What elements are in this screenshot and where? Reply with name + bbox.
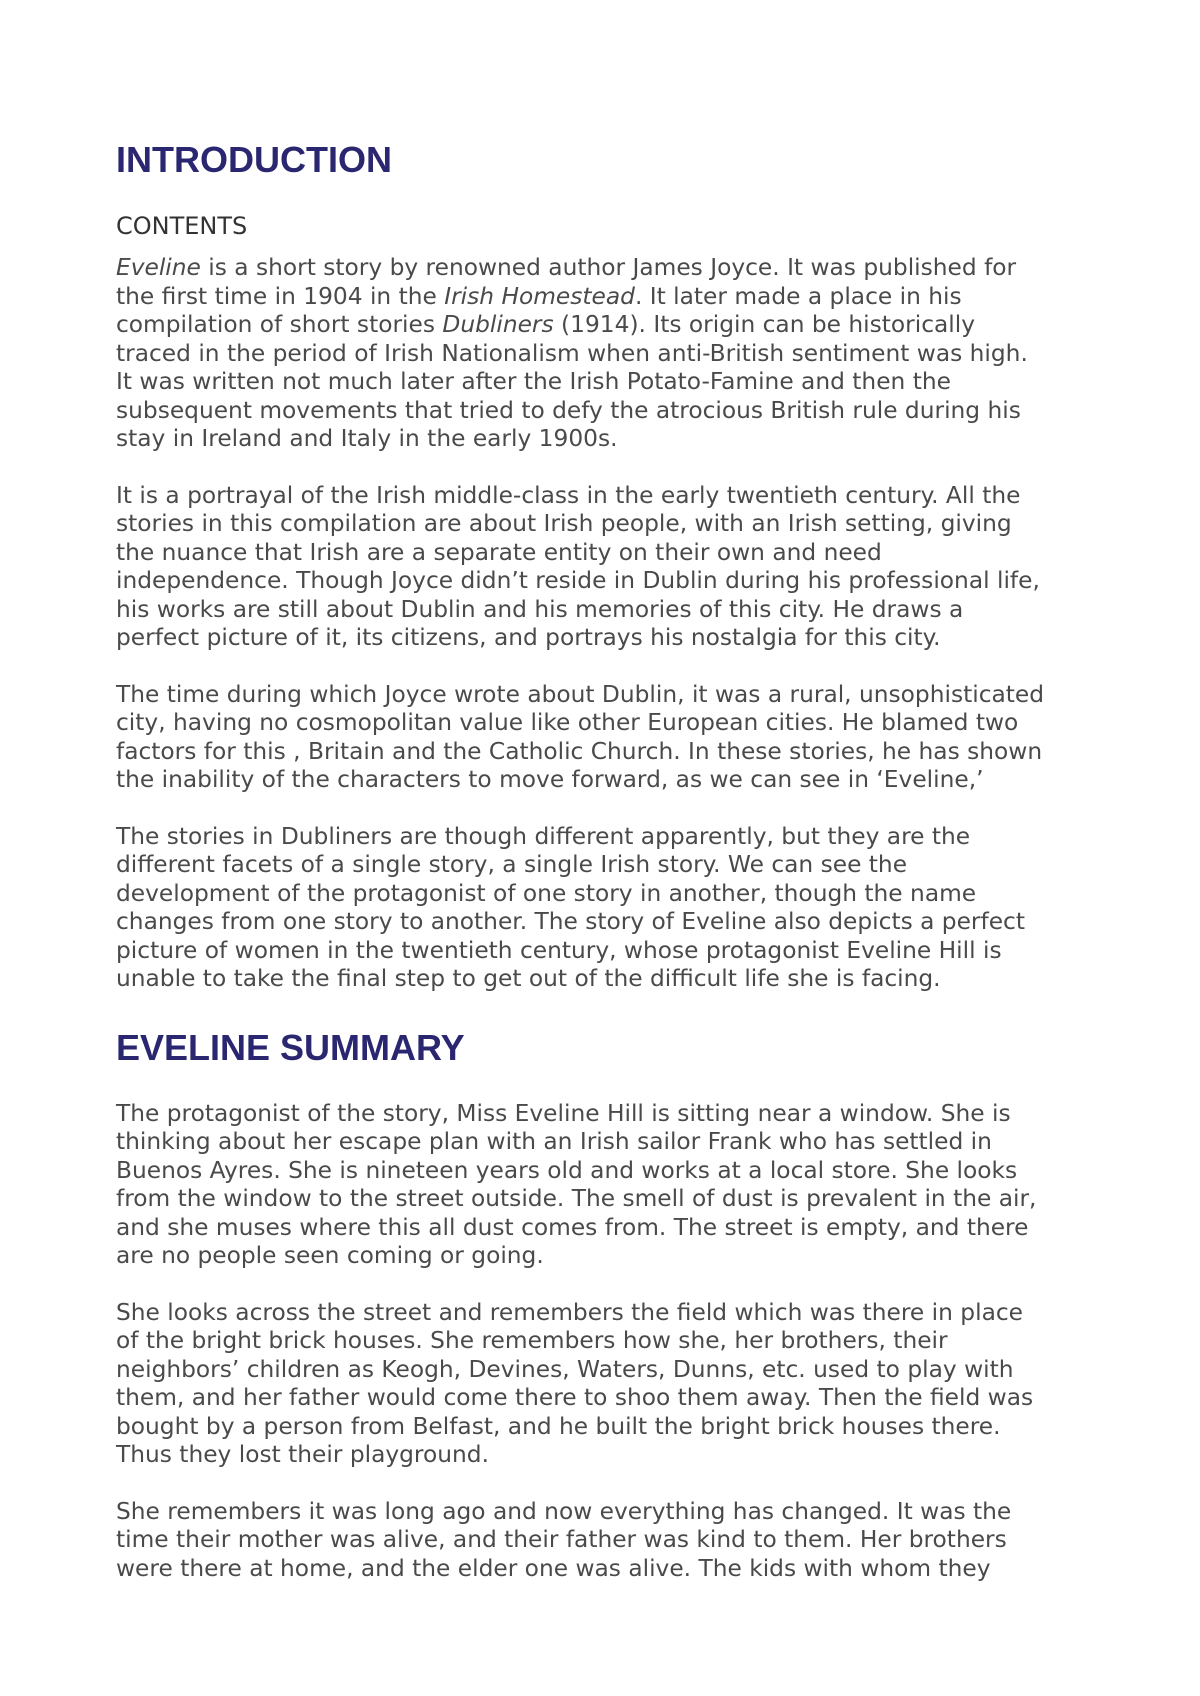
text-line xyxy=(116,311,1116,340)
text-line: development of the protagonist of one story in another, though the name xyxy=(116,879,977,907)
story-title-italic: Eveline xyxy=(116,254,201,281)
text-line: different facets of a single story, a single Irish story. We can see the xyxy=(116,851,908,878)
text-fragment: . It later made a place in his xyxy=(634,282,962,310)
text-line: stories in this compilation are about Irish people, with an Irish setting, giving xyxy=(116,510,1012,537)
intro-paragraph-3 xyxy=(116,681,1116,795)
text-line: Buenos Ayres. She is nineteen years old and works at a local store. She looks xyxy=(116,1156,1018,1184)
text-line: It was written not much later after the Irish Potato-Famine and then the xyxy=(116,368,951,395)
text-line: city, having no cosmopolitan value like other European cities. He blamed two xyxy=(116,709,1019,736)
text-line: from the window to the street outside. The smell of dust is prevalent in the air, xyxy=(116,1185,1037,1212)
text-line: bought by a person from Belfast, and he built the bright brick houses there. xyxy=(116,1412,1001,1440)
text-line: She remembers it was long ago and now everything has changed. It was the xyxy=(116,1497,1012,1525)
text-line: The time during which Joyce wrote about Dublin, it was a rural, unsophisticated xyxy=(116,680,1045,708)
text-fragment: (1914). Its origin can be historically xyxy=(553,311,976,338)
text-line: are no people seen coming or going. xyxy=(116,1242,544,1269)
text-line: independence. Though Joyce didn’t reside in Dublin during his professional life, xyxy=(116,567,1040,594)
summary-paragraph-1 xyxy=(116,1100,1116,1271)
text-line: the inability of the characters to move forward, as we can see in ‘Eveline,’ xyxy=(116,766,984,793)
text-line: She looks across the street and remembers the field which was there in place xyxy=(116,1298,1023,1326)
intro-paragraph-2 xyxy=(116,482,1116,653)
text-fragment: the first time in 1904 in the xyxy=(116,282,445,310)
text-line: time their mother was alive, and their father was kind to them. Her brothers xyxy=(116,1526,1007,1553)
text-line: The stories in Dubliners are though different apparently, but they are the xyxy=(116,822,971,850)
text-line: thinking about her escape plan with an Irish sailor Frank who has settled in xyxy=(116,1128,992,1155)
text-line: changes from one story to another. The story of Eveline also depicts a perfect xyxy=(116,908,1025,935)
text-line: and she muses where this all dust comes from. The street is empty, and there xyxy=(116,1213,1029,1241)
text-fragment: compilation of short stories xyxy=(116,311,443,338)
text-line: Thus they lost their playground. xyxy=(116,1441,489,1468)
publication-title-italic: Irish Homestead xyxy=(444,282,635,310)
summary-paragraph-3 xyxy=(116,1498,1116,1584)
text-line: his works are still about Dublin and his memories of this city. He draws a xyxy=(116,595,964,623)
book-title-italic: Dubliners xyxy=(442,311,554,338)
text-line: were there at home, and the elder one was alive. The kids with whom they xyxy=(116,1554,991,1582)
text-line: unable to take the final step to get out of the difficult life she is facing. xyxy=(116,965,941,992)
intro-paragraph-1 xyxy=(116,254,1116,454)
text-line: factors for this , Britain and the Catholic Church. In these stories, he has shown xyxy=(116,737,1043,765)
text-line: The protagonist of the story, Miss Eveline Hill is sitting near a window. She is xyxy=(116,1099,1011,1127)
text-line xyxy=(116,254,1116,283)
text-fragment: is a short story by renowned author James Joyce. It was published for xyxy=(200,254,1017,281)
text-line: subsequent movements that tried to defy the atrocious British rule during his xyxy=(116,396,1021,424)
contents-label: CONTENTS xyxy=(116,212,248,240)
text-line: the nuance that Irish are a separate entity on their own and need xyxy=(116,538,882,566)
text-line xyxy=(116,283,1116,312)
text-line: picture of women in the twentieth century, whose protagonist Eveline Hill is xyxy=(116,936,1002,964)
text-line: stay in Ireland and Italy in the early 1900s. xyxy=(116,425,618,452)
summary-heading: EVELINE SUMMARY xyxy=(116,1026,465,1068)
summary-paragraph-2 xyxy=(116,1299,1116,1470)
text-line: It is a portrayal of the Irish middle-class in the early twentieth century. All the xyxy=(116,481,1021,509)
document-page xyxy=(116,140,1116,1611)
introduction-heading: INTRODUCTION xyxy=(116,139,392,180)
intro-paragraph-4 xyxy=(116,823,1116,994)
text-line: them, and her father would come there to shoo them away. Then the field was xyxy=(116,1384,1034,1411)
text-line: traced in the period of Irish Nationalism when anti-British sentiment was high. xyxy=(116,339,1028,367)
text-line: neighbors’ children as Keogh, Devines, Waters, Dunns, etc. used to play with xyxy=(116,1355,1014,1383)
text-line: of the bright brick houses. She remembers how she, her brothers, their xyxy=(116,1327,948,1354)
text-line: perfect picture of it, its citizens, and portrays his nostalgia for this city. xyxy=(116,624,941,651)
